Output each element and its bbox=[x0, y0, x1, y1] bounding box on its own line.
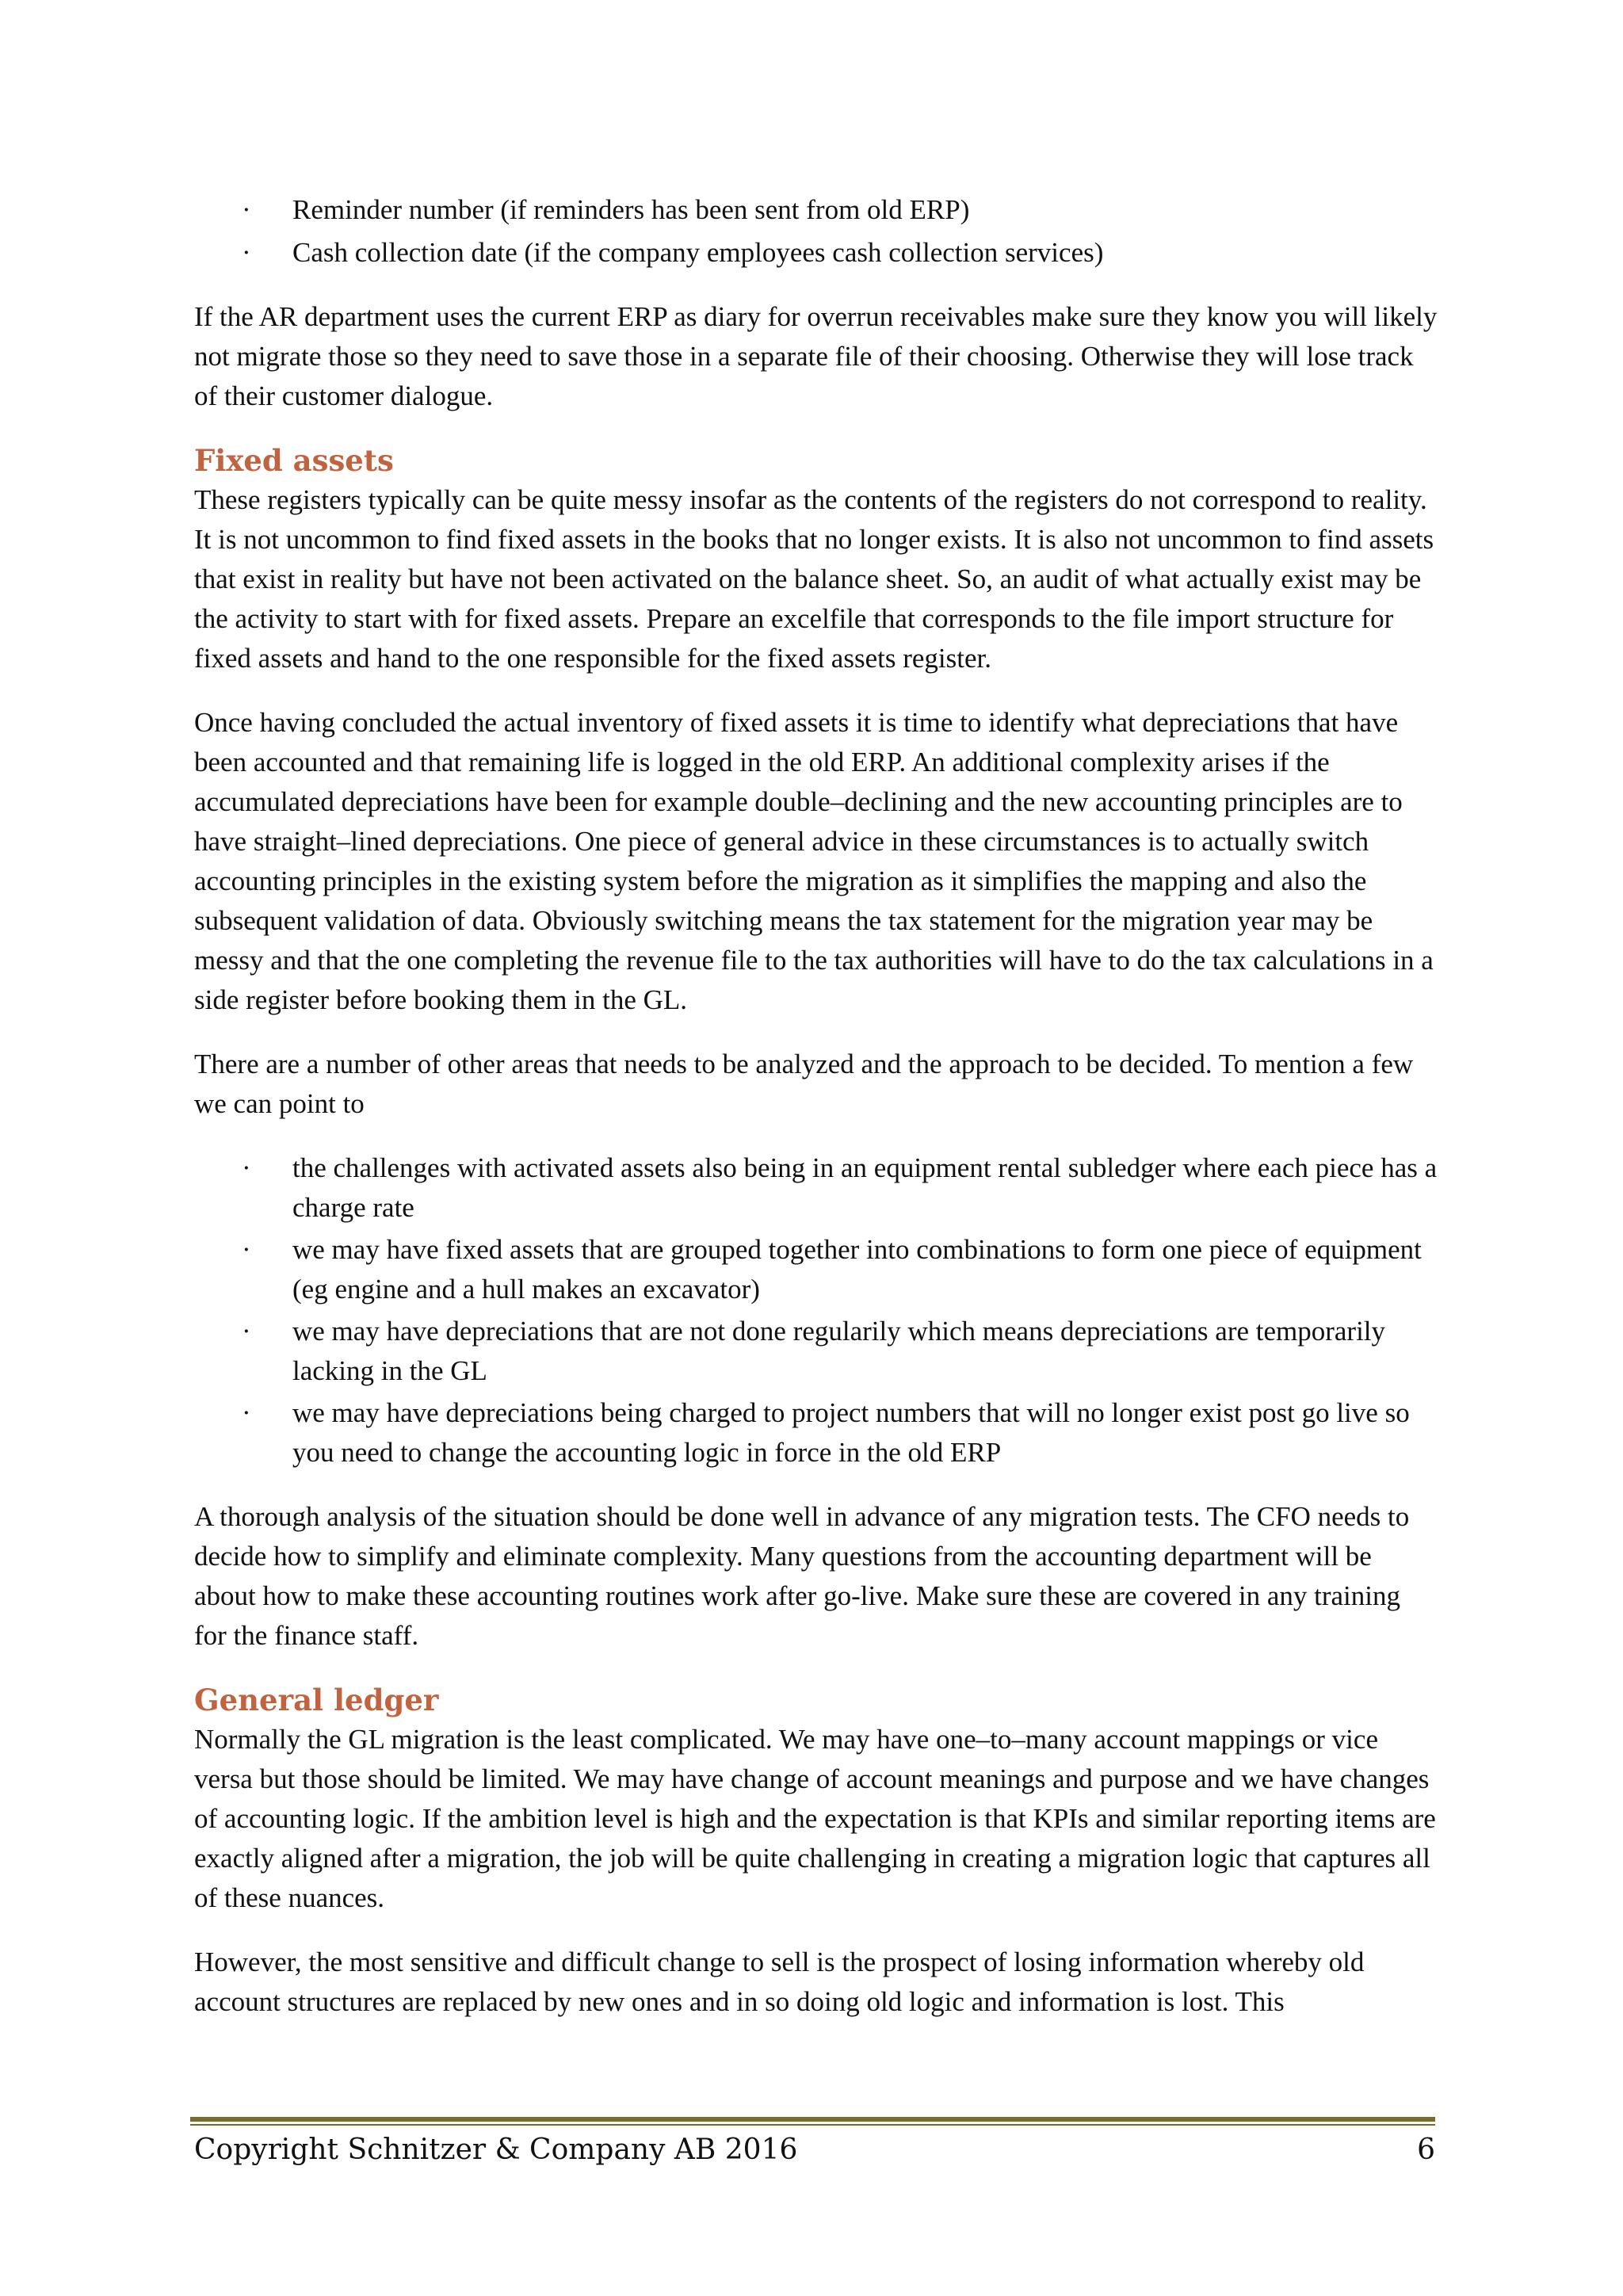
paragraph-thorough-analysis: A thorough analysis of the situation should be done well in advance of any migration tests. The CFO needs to decide how to simplify and eliminate complexity. Many questions from the accounting department will be about how to make these accounting routines work after go-live. Make sure these are covered in any training for the finance staff. bbox=[194, 1501, 1410, 1651]
page-number: 6 bbox=[1417, 2134, 1435, 2166]
list-item bbox=[194, 190, 1438, 230]
list-item bbox=[194, 1230, 1438, 1309]
footer-row bbox=[190, 2132, 1435, 2168]
bullet-glyph: · bbox=[242, 194, 251, 225]
list-item bbox=[194, 1393, 1438, 1473]
list-item bbox=[194, 1148, 1438, 1228]
list-item bbox=[194, 1312, 1438, 1391]
bullet-glyph: · bbox=[242, 1316, 251, 1347]
page-body bbox=[194, 190, 1438, 2022]
page-footer bbox=[190, 2117, 1435, 2168]
bullet-glyph: · bbox=[242, 1397, 251, 1428]
list-item-text: we may have depreciations that are not done regularily which means depreciations are temporarily lacking in the GL bbox=[292, 1316, 1386, 1386]
bullet-glyph: · bbox=[242, 1152, 251, 1183]
top-bullet-list bbox=[194, 190, 1438, 273]
bullet-glyph: · bbox=[242, 1234, 251, 1265]
paragraph-other-areas: There are a number of other areas that needs to be analyzed and the approach to be decided. To mention a few we can point to bbox=[194, 1049, 1414, 1119]
list-item-text: we may have depreciations being charged to project numbers that will no longer exist post go live so you need to change the accounting logic in force in the old ERP bbox=[292, 1397, 1410, 1468]
paragraph-losing-information: However, the most sensitive and difficult change to sell is the prospect of losing information whereby old account structures are replaced by new ones and in so doing old logic and information is lost. This bbox=[194, 1946, 1365, 2017]
paragraph-depreciations: Once having concluded the actual inventory of fixed assets it is time to identify what depreciations that have been accounted and that remaining life is logged in the old ERP. An additional complexity arises if the accumulated depreciations have been for example double–declining and the new accounting principles are to have straight–lined depreciations. One piece of general advice in these circumstances is to actually switch accounting principles in the existing system before the migration as it simplifies the mapping and also the subsequent validation of data. Obviously switching means the tax statement for the migration year may be messy and that the one completing the revenue file to the tax authorities will have to do the tax calculations in a side register before booking them in the GL. bbox=[194, 707, 1434, 1015]
list-item-text: the challenges with activated assets also being in an equipment rental subledger where each piece has a charge rate bbox=[292, 1152, 1438, 1223]
section-heading-fixed-assets: Fixed assets bbox=[194, 443, 394, 478]
list-item bbox=[194, 233, 1438, 273]
list-item-text: Cash collection date (if the company employees cash collection services) bbox=[292, 237, 1104, 268]
list-item-text: we may have fixed assets that are grouped together into combinations to form one piece of equipment (eg engine and a hull makes an excavator) bbox=[292, 1234, 1422, 1305]
paragraph-gl-migration: Normally the GL migration is the least complicated. We may have one–to–many account mappings or vice versa but those should be limited. We may have change of account meanings and purpose and we have changes of accounting logic. If the ambition level is high and the expectation is that KPIs and similar reporting items are exactly aligned after a migration, the job will be quite challenging in creating a migration logic that captures all of these nuances. bbox=[194, 1724, 1436, 1913]
paragraph-ar-department: If the AR department uses the current ERP as diary for overrun receivables make sure they know you will likely not migrate those so they need to save those in a separate file of their choosing. Otherwise they will lose track of their customer dialogue. bbox=[194, 301, 1438, 411]
footer-rule-thick bbox=[190, 2117, 1435, 2122]
footer-rule-thin bbox=[190, 2124, 1435, 2126]
fixed-assets-bullet-list bbox=[194, 1148, 1438, 1473]
list-item-text: Reminder number (if reminders has been sent from old ERP) bbox=[292, 194, 970, 225]
paragraph-fixed-assets-registers: These registers typically can be quite messy insofar as the contents of the registers do not correspond to reality. It is not uncommon to find fixed assets in the books that no longer exists. It is also not uncommon to find assets that exist in reality but have not been activated on the balance sheet. So, an audit of what actually exist may be the activity to start with for fixed assets. Prepare an excelfile that corresponds to the file import structure for fixed assets and hand to the one responsible for the fixed assets register. bbox=[194, 484, 1434, 674]
bullet-glyph: · bbox=[242, 237, 251, 268]
footer-copyright: Copyright Schnitzer & Company AB 2016 bbox=[194, 2134, 798, 2166]
section-heading-general-ledger: General ledger bbox=[194, 1683, 439, 1717]
